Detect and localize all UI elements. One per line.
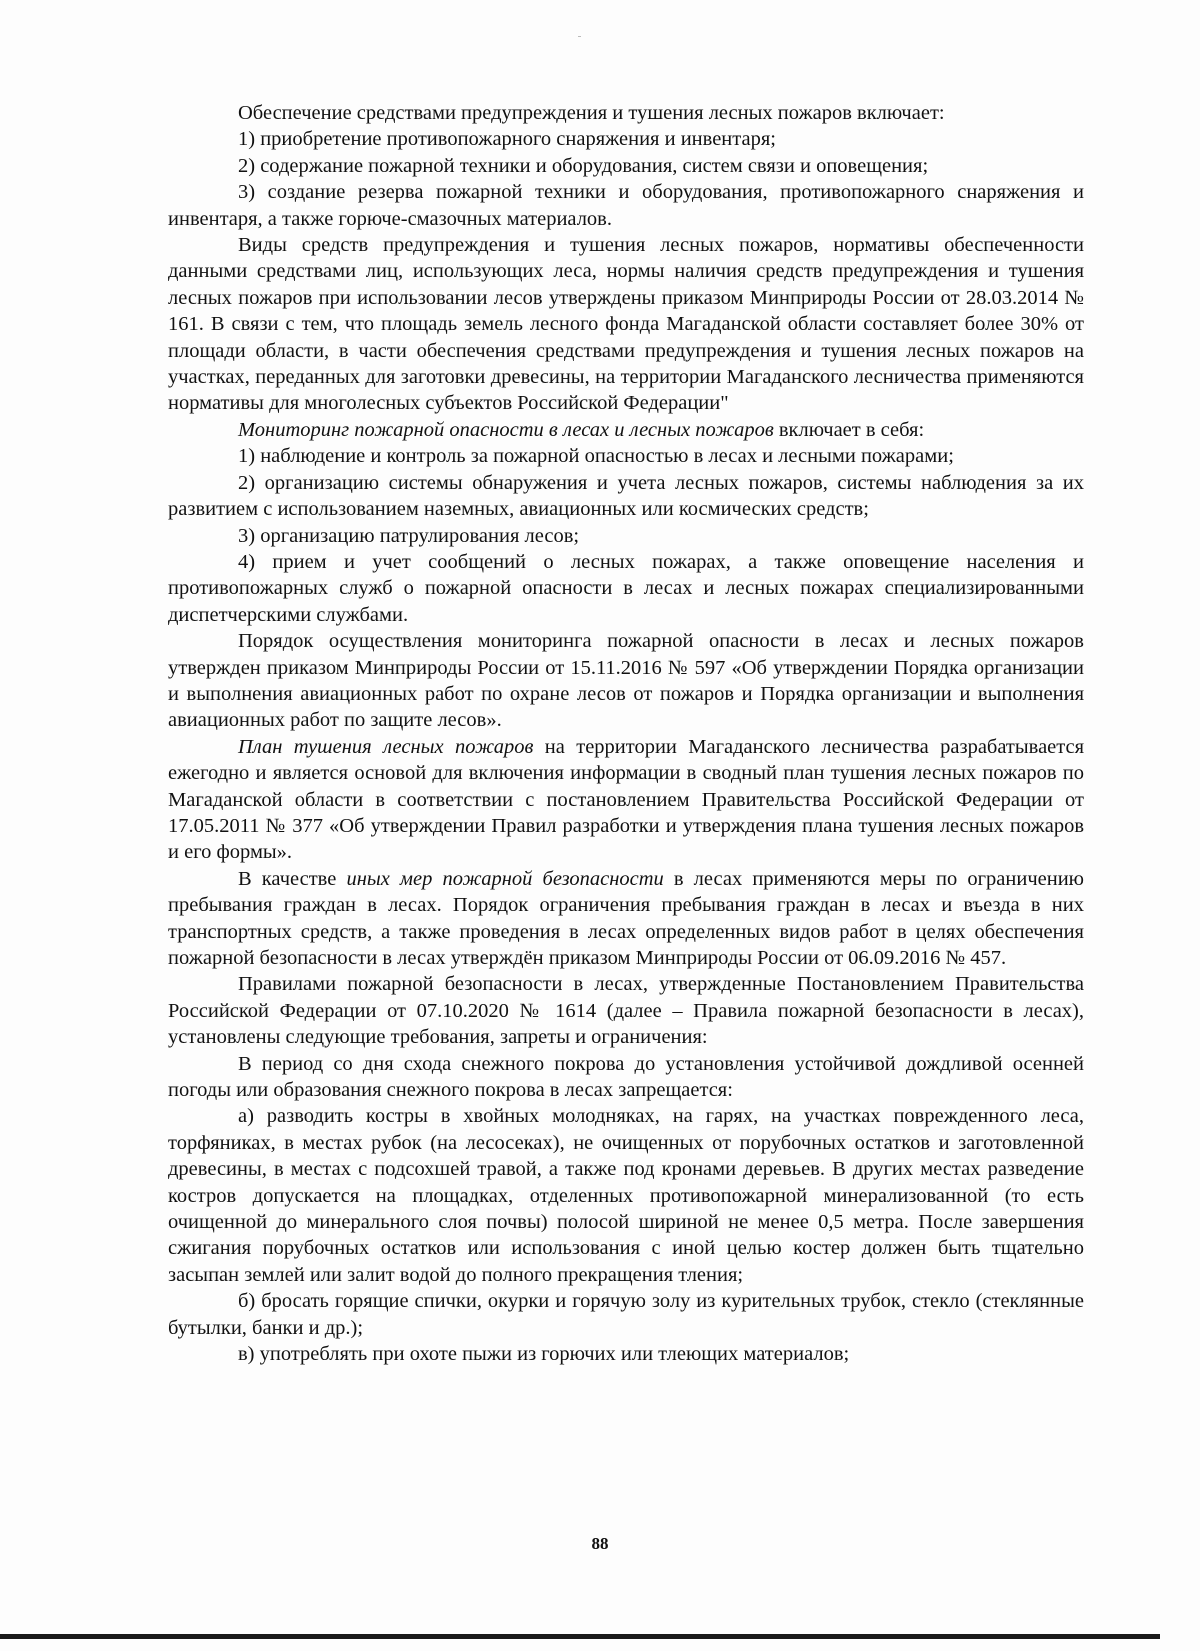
paragraph-text: включает в себя:	[773, 418, 925, 441]
paragraph	[168, 417, 1084, 443]
list-item: 3) создание резерва пожарной техники и оборудования, противопожарного снаряжения и инвентаря, а также горюче-смазочных материалов.	[168, 181, 1084, 230]
italic-term: Мониторинг пожарной опасности в лесах и лесных пожаров	[238, 418, 774, 441]
paragraph-text: В качестве	[238, 867, 347, 890]
italic-term: План тушения лесных пожаров	[238, 735, 534, 758]
list-item: 4) прием и учет сообщений о лесных пожарах, а также оповещение населения и противопожарных служб о пожарной опасности в лесах и лесных пожарах специализированными диспетчерскими службами.	[168, 550, 1084, 626]
list-item: б) бросать горящие спички, окурки и горячую золу из курительных трубок, стекло (стеклянные бутылки, банки и др.);	[168, 1290, 1084, 1339]
list-item: 1) приобретение противопожарного снаряжения и инвентаря;	[238, 128, 776, 151]
list-item: 2) организацию системы обнаружения и учета лесных пожаров, системы наблюдения за их развитием с использованием наземных, авиационных или космических средств;	[168, 471, 1084, 521]
paragraph: Обеспечение средствами предупреждения и тушения лесных пожаров включает:	[238, 102, 945, 124]
body-text	[168, 100, 1084, 1368]
paragraph: В период со дня схода снежного покрова до установления устойчивой дождливой осенней погоды или образования снежного покрова в лесах запрещается:	[168, 1052, 1084, 1102]
italic-term: иных мер пожарной безопасности	[346, 867, 664, 890]
paragraph: Правилами пожарной безопасности в лесах, утвержденные Постановлением Правительства Российской Федерации от 07.10.2020 № 1614 (далее – Правила пожарной безопасности в лесах), установлены следующие требования, запреты и ограничения:	[168, 973, 1084, 1049]
list-item: 1) наблюдение и контроль за пожарной опасностью в лесах и лесными пожарами;	[238, 445, 954, 468]
list-item: 3) организацию патрулирования лесов;	[238, 524, 580, 547]
scan-border-line	[0, 1634, 1160, 1639]
scan-mark	[578, 36, 581, 37]
list-item: 2) содержание пожарной техники и оборудования, систем связи и оповещения;	[238, 154, 929, 177]
page-number: 88	[591, 1534, 609, 1553]
list-item: в) употреблять при охоте пыжи из горючих или тлеющих материалов;	[238, 1343, 850, 1366]
paragraph	[168, 866, 1084, 972]
paragraph-text: в лесах применяются меры по ограничению пребывания граждан в лесах. Порядок ограничения пребывания граждан в лесах и въезда в них транспортных средств, а также проведения в лесах определенных видов работ в целях обеспечения пожарной безопасности в лесах утверждён приказом Минприроды России от 06.09.2016 № 457.	[168, 867, 1084, 969]
paragraph: Порядок осуществления мониторинга пожарной опасности в лесах и лесных пожаров утвержден приказом Минприроды России от 15.11.2016 № 597 «Об утверждении Порядка организации и выполнения авиационных работ по охране лесов от пожаров и Порядка организации и выполнения авиационных работ по защите лесов».	[168, 630, 1084, 732]
paragraph	[168, 734, 1084, 866]
paragraph: Виды средств предупреждения и тушения лесных пожаров, нормативы обеспеченности данными средствами лиц, использующих леса, нормы наличия средств предупреждения и тушения лесных пожаров при использовании лесов утверждены приказом Минприроды России от 28.03.2014 № 161. В связи с тем, что площадь земель лесного фонда Магаданской области составляет более 30% от площади области, в части обеспечения средствами предупреждения и тушения лесных пожаров на участках, переданных для заготовки древесины, на территории Магаданского лесничества применяются нормативы для многолесных субъектов Российской Федерации"	[168, 234, 1084, 415]
paragraph-text: на территории Магаданского лесничества разрабатывается ежегодно и является основой для включения информации в сводный план тушения лесных пожаров по Магаданской области в соответствии с постановлением Правительства Российской Федерации от 17.05.2011 № 377 «Об утверждении Правил разработки и утверждения плана тушения лесных пожаров и его формы».	[168, 735, 1084, 864]
list-item: а) разводить костры в хвойных молодняках, на гарях, на участках поврежденного леса, торфяниках, в местах рубок (на лесосеках), не очищенных от порубочных остатков и заготовленной древесины, в местах с подсохшей травой, а также под кронами деревьев. В других местах разведение костров допускается на площадках, отделенных противопожарной минерализованной (то есть очищенной до минерального слоя почвы) полосой шириной не менее 0,5 метра. После завершения сжигания порубочных остатков или использования с иной целью костер должен быть тщательно засыпан землей или залит водой до полного прекращения тления;	[168, 1105, 1084, 1286]
